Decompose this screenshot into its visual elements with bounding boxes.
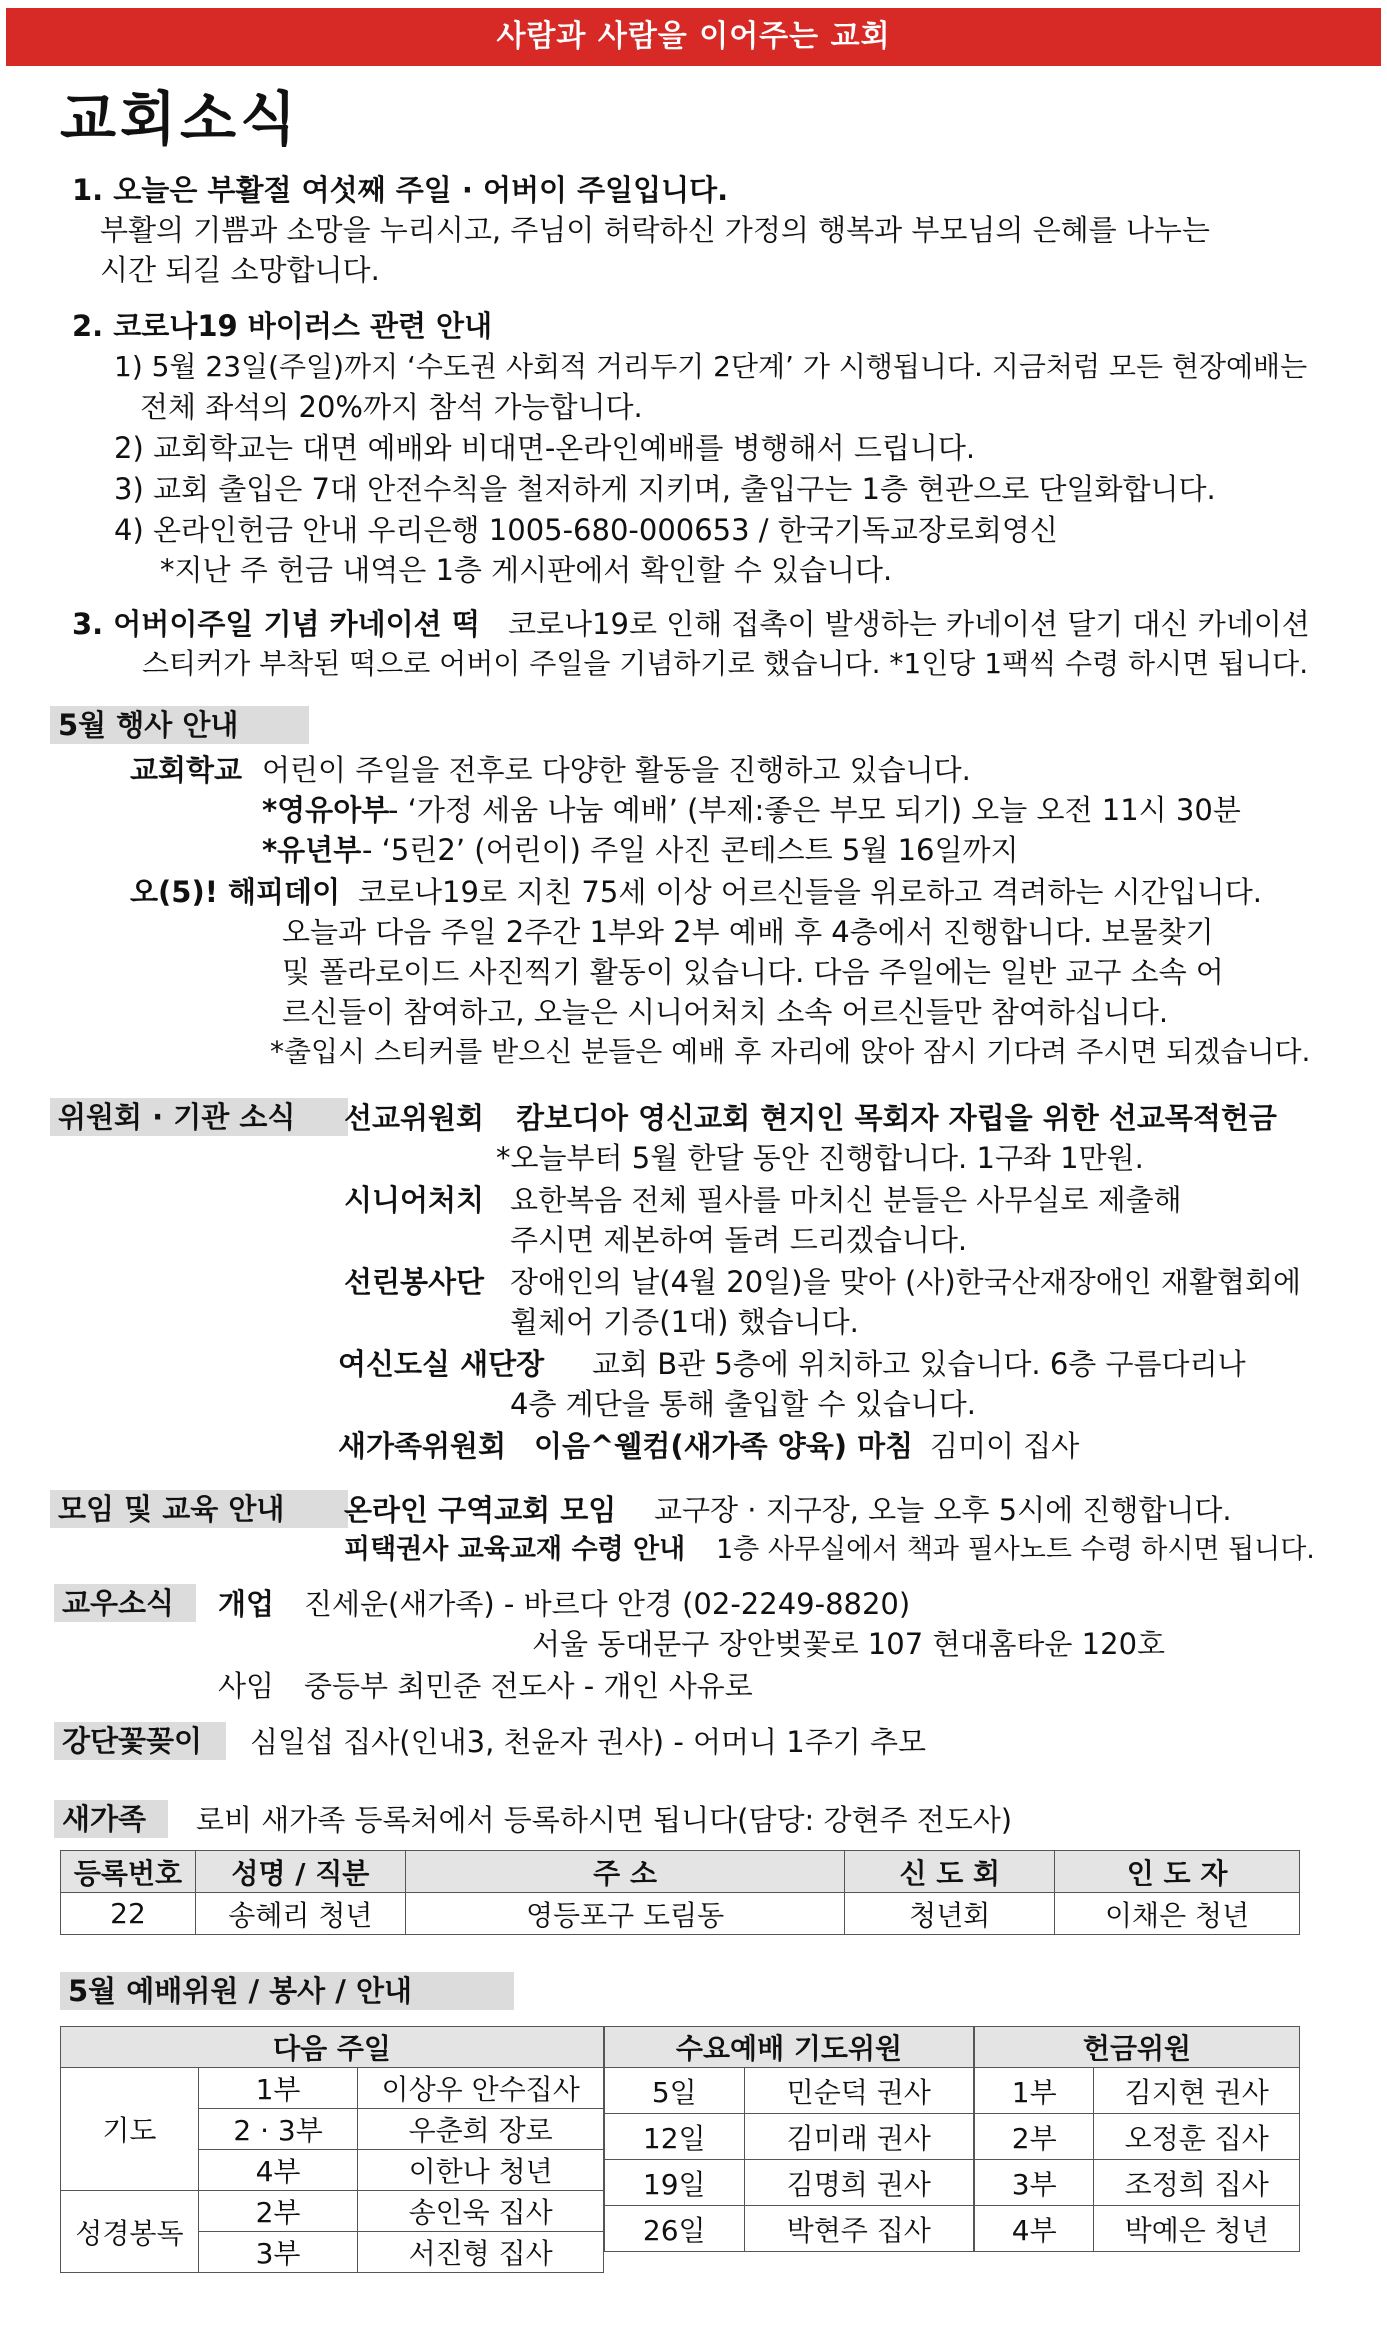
news-item-2-line: 2) 교회학교는 대면 예배와 비대면-온라인예배를 병행해서 드립니다. [114, 431, 976, 465]
news-item-1-heading: 1. 오늘은 부활절 여섯째 주일 · 어버이 주일입니다. [72, 173, 729, 207]
table-cell: 4부 [198, 2150, 358, 2191]
table-cell: 2 · 3부 [198, 2109, 358, 2150]
table-cell: 박현주 집사 [744, 2206, 973, 2252]
table-cell: 이한나 청년 [358, 2150, 604, 2191]
column-header: 주 소 [405, 1851, 845, 1893]
table-cell: 3부 [198, 2232, 358, 2273]
may-events-header: 5월 행사 안내 [50, 706, 309, 744]
senior-line: 주시면 제본하여 돌려 드리겠습니다. [510, 1223, 968, 1257]
column-header: 헌금위원 [975, 2027, 1300, 2068]
meeting-1-bold: 온라인 구역교회 모임 [344, 1493, 617, 1527]
news-item-1-line: 시간 되길 소망합니다. [100, 253, 380, 287]
youth-dept-label: *유년부 [262, 833, 362, 867]
meeting-2-bold: 피택권사 교육교재 수령 안내 [344, 1534, 686, 1565]
table-cell: 2부 [975, 2114, 1094, 2160]
church-school-label: 교회학교 [130, 753, 243, 787]
news-item-2-line: 4) 온라인헌금 안내 우리은행 1005-680-000653 / 한국기독교장로회영신 [114, 513, 1058, 547]
members-header: 교우소식 [54, 1584, 196, 1622]
happy-day-label: 오(5)! 해피데이 [130, 875, 341, 909]
news-item-1-line: 부활의 기쁨과 소망을 누리시고, 주님이 허락하신 가정의 행복과 부모님의 은혜를 나누는 [100, 213, 1210, 247]
new-family-text: 로비 새가족 등록처에서 등록하시면 됩니다(담당: 강현주 전도사) [196, 1803, 1013, 1837]
page-title: 교회소식 [60, 85, 301, 153]
happy-day-line: 및 폴라로이드 사진찍기 활동이 있습니다. 다음 주일에는 일반 교구 소속 어 [282, 955, 1224, 989]
table-cell: 박예은 청년 [1094, 2206, 1300, 2252]
table-cell: 영등포구 도림동 [405, 1893, 845, 1935]
service-line: 장애인의 날(4월 20일)을 맞아 (사)한국산재장애인 재활협회에 [510, 1265, 1302, 1299]
table-cell: 5일 [605, 2068, 745, 2114]
table-cell: 오정훈 집사 [1094, 2114, 1300, 2160]
table-cell: 이채은 청년 [1055, 1893, 1300, 1935]
table-cell: 민순덕 권사 [744, 2068, 973, 2114]
table-cell: 26일 [605, 2206, 745, 2252]
table-cell: 김미래 권사 [744, 2114, 973, 2160]
news-item-2-line: 전체 좌석의 20%까지 참석 가능합니다. [140, 390, 643, 424]
table-row [61, 1893, 1300, 1935]
mission-line: 캄보디아 영신교회 현지인 목회자 자립을 위한 선교목적헌금 [516, 1101, 1277, 1135]
table-cell: 22 [61, 1893, 196, 1935]
happy-day-line: *출입시 스티커를 받으신 분들은 예배 후 자리에 앉아 잠시 기다려 주시면 되겠습니다. [270, 1035, 1311, 1068]
table-cell: 19일 [605, 2160, 745, 2206]
table-cell: 1부 [975, 2068, 1094, 2114]
next-sunday-table [60, 2026, 604, 2273]
meeting-2-text: 1층 사무실에서 책과 필사노트 수령 하시면 됩니다. [716, 1534, 1315, 1565]
family-committee-text: 김미이 집사 [930, 1429, 1080, 1463]
table-cell: 1부 [198, 2068, 358, 2109]
resign-label: 사임 [218, 1669, 275, 1703]
column-header: 수요예배 기도위원 [605, 2027, 974, 2068]
column-header: 신 도 회 [845, 1851, 1055, 1893]
column-header: 다음 주일 [61, 2027, 604, 2068]
new-family-header: 새가족 [54, 1800, 168, 1838]
new-family-table [60, 1850, 1300, 1935]
opening-line: 진세운(새가족) - 바르다 안경 (02-2249-8820) [304, 1587, 911, 1621]
scripture-label: 성경봉독 [61, 2191, 199, 2273]
service-line: 휠체어 기증(1대) 했습니다. [510, 1305, 859, 1339]
happy-day-line: 코로나19로 지친 75세 이상 어르신들을 위로하고 격려하는 시간입니다. [358, 875, 1262, 909]
opening-line: 서울 동대문구 장안벚꽃로 107 현대홈타운 120호 [532, 1627, 1166, 1661]
table-cell: 조정희 집사 [1094, 2160, 1300, 2206]
mission-label: 선교위원회 [344, 1101, 485, 1135]
dosil-label: 여신도실 새단장 [338, 1347, 545, 1381]
offering-committee-table [974, 2026, 1300, 2252]
family-committee-bold: 이음^웰컴(새가족 양육) 마침 [534, 1429, 914, 1463]
flowers-text: 심일섭 집사(인내3, 천윤자 권사) - 어머니 1주기 추모 [250, 1725, 927, 1759]
table-cell: 김지현 권사 [1094, 2068, 1300, 2114]
happy-day-line: 오늘과 다음 주일 2주간 1부와 2부 예배 후 4층에서 진행합니다. 보물찾기 [282, 915, 1214, 949]
table-cell: 청년회 [845, 1893, 1055, 1935]
news-item-3-line: 코로나19로 인해 접촉이 발생하는 카네이션 달기 대신 카네이션 [508, 607, 1310, 641]
opening-label: 개업 [218, 1587, 275, 1621]
meeting-1-text: 교구장 · 지구장, 오늘 오후 5시에 진행합니다. [654, 1493, 1232, 1527]
family-committee-label: 새가족위원회 [338, 1429, 507, 1463]
table-cell: 3부 [975, 2160, 1094, 2206]
committee-header: 위원회 · 기관 소식 [50, 1098, 348, 1136]
service-label: 선린봉사단 [344, 1265, 485, 1299]
news-item-3-heading: 3. 어버이주일 기념 카네이션 떡 [72, 607, 480, 641]
meeting-header: 모임 및 교육 안내 [50, 1490, 348, 1528]
table-cell: 이상우 안수집사 [358, 2068, 604, 2109]
news-item-2-line: 1) 5월 23일(주일)까지 ‘수도권 사회적 거리두기 2단계’ 가 시행됩니다. 지금처럼 모든 현장예배는 [114, 350, 1308, 383]
dosil-line: 교회 B관 5층에 위치하고 있습니다. 6층 구름다리나 [592, 1347, 1246, 1381]
table-cell: 송혜리 청년 [195, 1893, 405, 1935]
resign-text: 중등부 최민준 전도사 - 개인 사유로 [304, 1669, 753, 1703]
infant-dept-text: - ‘가정 세움 나눔 예배’ (부제:좋은 부모 되기) 오늘 오전 11시 30분 [388, 793, 1241, 827]
column-header: 성명 / 직분 [195, 1851, 405, 1893]
column-header: 등록번호 [61, 1851, 196, 1893]
top-banner: 사람과 사람을 이어주는 교회 [6, 8, 1381, 66]
worship-header: 5월 예배위원 / 봉사 / 안내 [60, 1972, 514, 2010]
column-header: 인 도 자 [1055, 1851, 1300, 1893]
news-item-3-line: 스티커가 부착된 떡으로 어버이 주일을 기념하기로 했습니다. *1인당 1팩씩 수령 하시면 됩니다. [142, 647, 1309, 680]
table-cell: 12일 [605, 2114, 745, 2160]
news-item-2-heading: 2. 코로나19 바이러스 관련 안내 [72, 309, 493, 343]
church-school-text: 어린이 주일을 전후로 다양한 활동을 진행하고 있습니다. [262, 753, 971, 787]
flowers-header: 강단꽃꽂이 [54, 1722, 226, 1760]
youth-dept-text: - ‘5린2’ (어린이) 주일 사진 콘테스트 5월 16일까지 [362, 833, 1019, 867]
mission-line: *오늘부터 5월 한달 동안 진행합니다. 1구좌 1만원. [496, 1141, 1144, 1175]
table-cell: 2부 [198, 2191, 358, 2232]
news-item-2-line: 3) 교회 출입은 7대 안전수칙을 철저하게 지키며, 출입구는 1층 현관으로 단일화합니다. [114, 472, 1216, 506]
happy-day-line: 르신들이 참여하고, 오늘은 시니어처치 소속 어르신들만 참여하십니다. [282, 995, 1169, 1029]
table-cell: 서진형 집사 [358, 2232, 604, 2273]
news-item-2-line: *지난 주 헌금 내역은 1층 게시판에서 확인할 수 있습니다. [160, 553, 893, 587]
infant-dept-label: *영유아부 [262, 793, 390, 827]
dosil-line: 4층 계단을 통해 출입할 수 있습니다. [510, 1387, 976, 1421]
table-cell: 송인욱 집사 [358, 2191, 604, 2232]
table-cell: 김명희 권사 [744, 2160, 973, 2206]
prayer-label: 기도 [61, 2068, 199, 2191]
senior-line: 요한복음 전체 필사를 마치신 분들은 사무실로 제출해 [510, 1183, 1182, 1217]
senior-label: 시니어처치 [344, 1183, 485, 1217]
wednesday-prayer-table [604, 2026, 974, 2252]
table-cell: 우춘희 장로 [358, 2109, 604, 2150]
table-cell: 4부 [975, 2206, 1094, 2252]
